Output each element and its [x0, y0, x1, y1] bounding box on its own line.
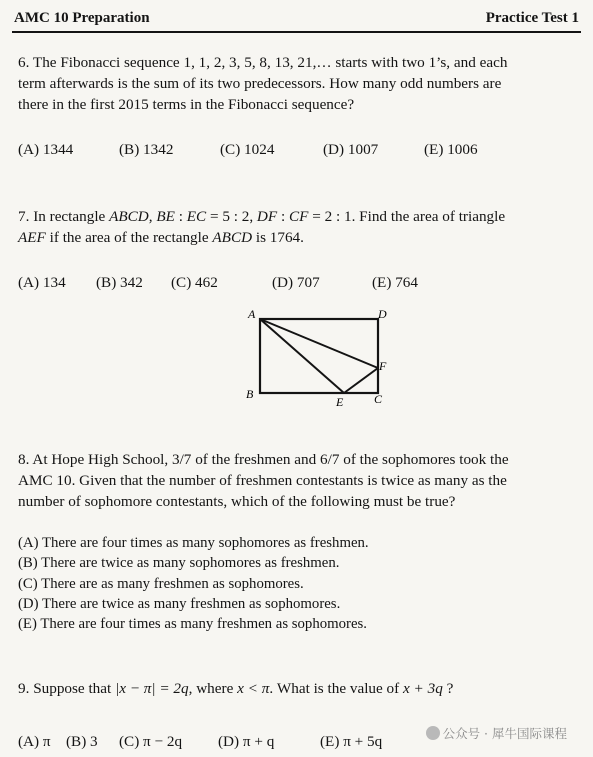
question-8 — [18, 449, 578, 512]
question-9-text-part: , where — [188, 680, 238, 697]
page-header — [12, 8, 581, 30]
question-6-text-line-1: The Fibonacci sequence 1, 1, 2, 3, 5, 8, 13, 21,… starts with two 1’s, and each — [32, 54, 508, 71]
header-left-title: AMC 10 Preparation — [14, 10, 150, 26]
question-9-choice-b: (B) 3 — [66, 733, 98, 750]
question-7-choice-b: (B) 342 — [96, 274, 143, 291]
question-9-math-condition: x < π — [237, 680, 270, 697]
question-6-choice-b: (B) 1342 — [119, 141, 174, 158]
question-9-choice-e: (E) π + 5q — [320, 733, 383, 750]
question-9-number: 9. — [18, 680, 30, 697]
segment-ae — [260, 319, 344, 393]
question-8-text-line-2: AMC 10. Given that the number of freshmen contestants is twice as many as the — [18, 472, 507, 489]
question-9-math-equation: |x − π| = 2q — [115, 680, 189, 697]
question-6 — [18, 52, 578, 115]
question-7-choice-e: (E) 764 — [372, 274, 418, 291]
question-8-choice-a: (A) There are four times as many sophomores as freshmen. — [18, 535, 369, 551]
question-7-math-aef: AEF — [18, 229, 46, 246]
question-7-text-part: , — [148, 208, 157, 225]
question-9-text-part: ? — [442, 680, 454, 697]
watermark — [426, 724, 567, 742]
question-7-text-part: In rectangle — [33, 208, 110, 225]
header-rule — [12, 31, 581, 33]
question-7-text-part: : — [277, 208, 289, 225]
question-7-text-part: is 1764. — [252, 229, 304, 246]
rectangle-figure — [238, 306, 398, 408]
question-8-text-line-1: At Hope High School, 3/7 of the freshmen and 6/7 of the sophomores took the — [32, 451, 509, 468]
label-a: A — [248, 307, 256, 321]
question-6-text-line-2: term afterwards is the sum of its two predecessors. How many odd numbers are — [18, 75, 502, 92]
question-7-choice-d: (D) 707 — [272, 274, 320, 291]
label-f: F — [379, 359, 387, 373]
question-8-choice-e: (E) There are four times as many freshmen as sophomores. — [18, 616, 367, 633]
label-c: C — [374, 392, 383, 406]
question-7-text-part: = 2 : 1. Find the area of triangle — [308, 208, 506, 225]
header-right-title: Practice Test 1 — [485, 10, 579, 26]
question-9-choice-a: (A) π — [18, 733, 51, 750]
label-d: D — [378, 307, 387, 321]
question-7-math-abcd: ABCD — [212, 229, 253, 246]
question-9-text-part: Suppose that — [33, 680, 116, 697]
wechat-icon — [426, 726, 440, 740]
question-7 — [18, 206, 578, 248]
question-9-text-part: . What is the value of — [269, 680, 404, 697]
question-9-choice-d: (D) π + q — [218, 733, 275, 750]
question-8-choice-b: (B) There are twice as many sophomores as freshmen. — [18, 555, 340, 572]
question-9-math-expression: x + 3q — [403, 680, 443, 697]
question-6-text-line-3: there in the first 2015 terms in the Fibonacci sequence? — [18, 96, 355, 113]
question-8-choice-d: (D) There are twice as many freshmen as sophomores. — [18, 595, 341, 612]
question-8-choices — [18, 533, 369, 634]
question-8-number: 8. — [18, 451, 30, 468]
question-6-number: 6. — [18, 54, 30, 71]
question-7-text-part: : — [174, 208, 187, 225]
question-7-text-part: = 5 : 2, — [206, 208, 257, 225]
question-7-math-cf: CF — [289, 208, 309, 225]
question-7-math-abcd: ABCD — [109, 208, 149, 225]
question-7-text-part: if the area of the rectangle — [45, 229, 213, 246]
question-6-choice-d: (D) 1007 — [323, 141, 379, 158]
question-7-math-be: BE — [156, 208, 175, 225]
question-9 — [18, 678, 578, 699]
segment-af — [260, 319, 378, 368]
question-7-math-df: DF — [256, 208, 278, 225]
label-e: E — [336, 395, 344, 408]
question-6-choice-e: (E) 1006 — [424, 141, 478, 158]
watermark-text: 公众号 · 犀牛国际课程 — [442, 726, 567, 741]
label-b: B — [246, 387, 254, 401]
question-7-math-ec: EC — [186, 208, 207, 225]
question-6-choice-c: (C) 1024 — [220, 141, 275, 158]
segment-ef — [344, 368, 378, 393]
question-7-choice-a: (A) 134 — [18, 274, 66, 291]
question-6-choice-a: (A) 1344 — [18, 141, 74, 158]
question-7-number: 7. — [18, 208, 30, 225]
question-8-choice-c: (C) There are as many freshmen as sophomores. — [18, 575, 304, 592]
question-8-text-line-3: number of sophomore contestants, which of the following must be true? — [18, 493, 456, 510]
question-9-choice-c: (C) π − 2q — [119, 733, 183, 750]
question-7-choice-c: (C) 462 — [171, 274, 218, 291]
